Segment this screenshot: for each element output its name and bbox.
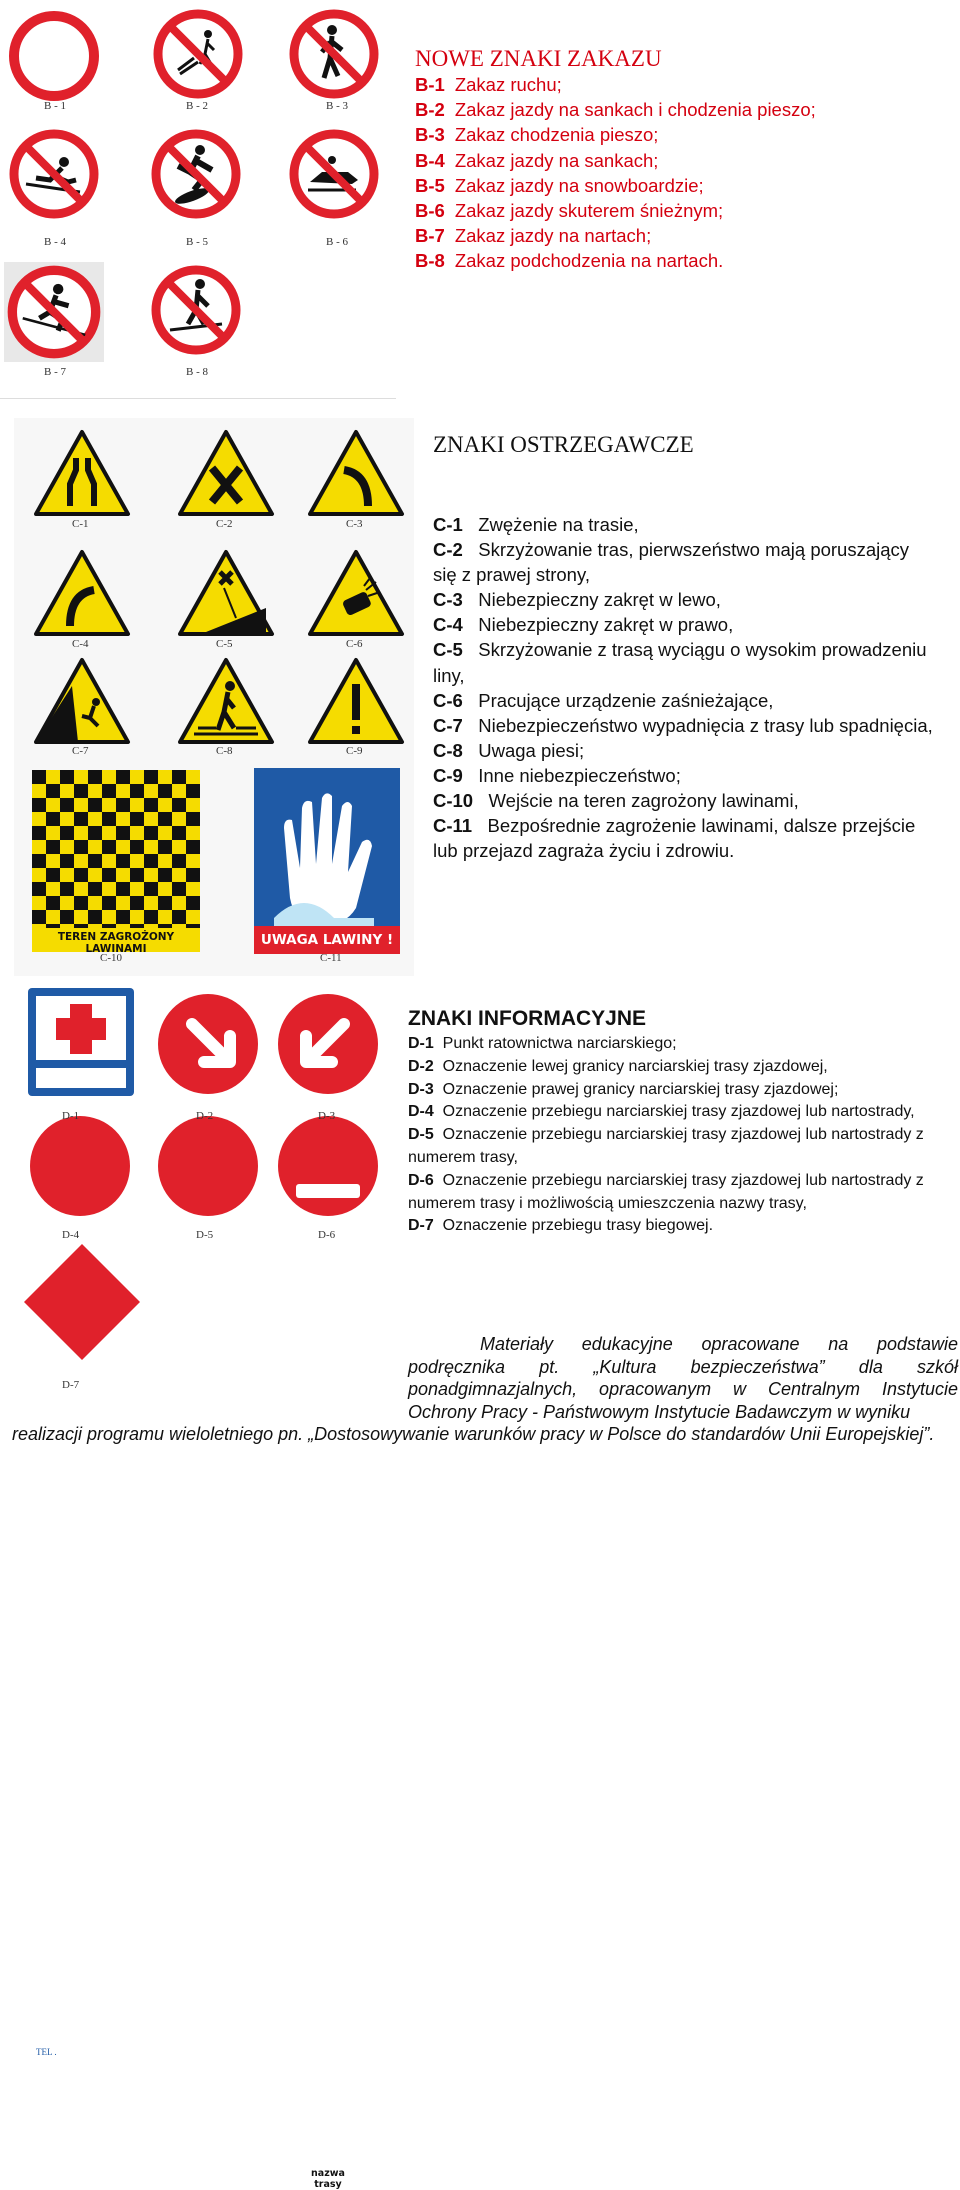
caption-d2: D-2 <box>196 1110 214 1122</box>
caption-c11: C-11 <box>320 952 342 964</box>
d6-route-name-label: nazwa trasy <box>311 2168 345 2190</box>
sign-c5-lift-crossing <box>176 548 276 638</box>
section-d-title: ZNAKI INFORMACYJNE <box>408 1007 647 1030</box>
sign-d3-right-boundary <box>276 992 380 1096</box>
list-item: B-2 Zakaz jazdy na sankach i chodzenia pieszo; <box>415 99 816 121</box>
caption-d6: D-6 <box>318 1229 336 1241</box>
section-c-title: ZNAKI OSTRZEGAWCZE <box>433 432 694 457</box>
footer-text-a: Materiały edukacyjne opracowane na podstawie podręcznika pt. „Kultura bezpieczeństwa” dla szkół ponadgimnazjalnych, opracowanym w Centralnym Instytucie Ochrony Pracy - Państwowym Instytucie Badawczym w wyniku <box>408 1334 958 1422</box>
list-item: C-7 Niebezpieczeństwo wypadnięcia z trasy lub spadnięcia, <box>433 714 933 736</box>
list-item: B-8 Zakaz podchodzenia na nartach. <box>415 250 724 272</box>
list-item: D-2 Oznaczenie lewej granicy narciarskiej trasy zjazdowej, <box>408 1057 828 1075</box>
footer-note <box>408 1333 958 1423</box>
sign-d1-ski-rescue-point <box>28 988 134 1096</box>
section-b-list <box>415 72 816 274</box>
caption-d5: D-5 <box>196 1229 214 1241</box>
sign-c8-pedestrians <box>176 656 276 746</box>
caption-b6: B - 6 <box>326 236 348 248</box>
list-item: C-1 Zwężenie na trasie, <box>433 514 639 535</box>
list-item: D-6 Oznaczenie przebiegu narciarskiej trasy zjazdowej lub nartostrady z numerem trasy i możliwością umieszczenia nazwy trasy, <box>408 1171 924 1212</box>
list-item: C-5 Skrzyżowanie z trasą wyciągu o wysokim prowadzeniu liny, <box>433 639 927 686</box>
list-item: C-6 Pracujące urządzenie zaśnieżające, <box>433 689 774 711</box>
caption-b4: B - 4 <box>44 236 66 248</box>
list-item: D-7 Oznaczenie przebiegu trasy biegowej. <box>408 1217 714 1235</box>
list-item: C-4 Niebezpieczny zakręt w prawo, <box>433 614 734 636</box>
sign-d7-cross-country-trail <box>20 1240 144 1364</box>
section-d-signs <box>20 980 390 2190</box>
caption-c5: C-5 <box>216 638 233 650</box>
d6-route-number: 22 <box>298 2120 358 2169</box>
section-b-signs <box>0 0 400 390</box>
sign-c1-narrowing <box>32 428 132 518</box>
list-item: B-6 Zakaz jazdy skuterem śnieżnym; <box>415 200 724 222</box>
list-item: B-7 Zakaz jazdy na nartach; <box>415 225 652 247</box>
caption-c2: C-2 <box>216 518 233 530</box>
sign-b6-no-snowmobile <box>286 126 382 222</box>
list-item: B-1 Zakaz ruchu; <box>415 74 562 95</box>
list-item: C-3 Niebezpieczny zakręt w lewo, <box>433 589 721 611</box>
caption-d4: D-4 <box>62 1229 80 1241</box>
caption-c7: C-7 <box>72 745 89 757</box>
sign-c7-fall-risk <box>32 656 132 746</box>
caption-b1: B - 1 <box>44 100 66 112</box>
sign-b8-no-ski-climbing <box>148 262 244 358</box>
section-d-list <box>408 1033 948 1238</box>
caption-b2: B - 2 <box>186 100 208 112</box>
caption-c8: C-8 <box>216 745 233 757</box>
list-item: D-4 Oznaczenie przebiegu narciarskiej trasy zjazdowej lub nartostrady, <box>408 1103 915 1121</box>
section-c-signs <box>14 418 414 976</box>
sign-c10-avalanche-zone <box>32 770 200 952</box>
footer-note-continued: realizacji programu wieloletniego pn. „Dostosowywanie warunków pracy w Polsce do standardów Unii Europejskiej”. <box>12 1424 935 1444</box>
list-item: C-2 Skrzyżowanie tras, pierwszeństwo mają poruszający się z prawej strony, <box>433 539 910 586</box>
sign-c3-curve-left <box>306 428 406 518</box>
list-item: C-11 Bezpośrednie zagrożenie lawinami, dalsze przejście lub przejazd zagraża życiu i zdrowiu. <box>433 815 916 862</box>
sign-c6-snowmaking <box>306 548 406 638</box>
divider <box>0 398 396 399</box>
list-item: B-4 Zakaz jazdy na sankach; <box>415 149 659 171</box>
list-item: B-3 Zakaz chodzenia pieszo; <box>415 124 659 146</box>
c11-sign-label: UWAGA LAWINY ! <box>260 932 394 948</box>
d1-tel-label: TEL . <box>36 2047 57 2057</box>
caption-c1: C-1 <box>72 518 89 530</box>
list-item: D-3 Oznaczenie prawej granicy narciarskiej trasy zjazdowej; <box>408 1080 839 1098</box>
d5-route-number: 2 <box>185 2108 231 2182</box>
list-item: D-1 Punkt ratownictwa narciarskiego; <box>408 1035 677 1052</box>
list-item: D-5 Oznaczenie przebiegu narciarskiej trasy zjazdowej lub nartostrady z numerem trasy, <box>408 1126 924 1166</box>
list-item: C-8 Uwaga piesi; <box>433 739 585 761</box>
list-item: B-5 Zakaz jazdy na snowboardzie; <box>415 174 704 196</box>
caption-b7: B - 7 <box>44 366 66 378</box>
caption-b3: B - 3 <box>326 100 348 112</box>
sign-b1-no-traffic <box>6 8 102 104</box>
c10-sign-label: TEREN ZAGROŻONY LAWINAMI <box>57 931 175 955</box>
caption-b8: B - 8 <box>186 366 208 378</box>
caption-d3: D-3 <box>318 1110 336 1122</box>
caption-b5: B - 5 <box>186 236 208 248</box>
caption-c4: C-4 <box>72 638 89 650</box>
sign-b4-no-sledge <box>6 126 102 222</box>
sign-b7-no-skiing <box>4 262 104 362</box>
sign-b5-no-snowboard <box>148 126 244 222</box>
sign-d6-route-name <box>276 1114 380 1218</box>
caption-c9: C-9 <box>346 745 363 757</box>
caption-d7: D-7 <box>62 1379 80 1391</box>
sign-c4-curve-right <box>32 548 132 638</box>
sign-d4-route-marker <box>28 1114 132 1218</box>
sign-d5-route-number <box>156 1114 260 1218</box>
sign-b3-no-walking <box>286 6 382 102</box>
sign-b2-no-sledge-no-walk <box>150 6 246 102</box>
caption-c3: C-3 <box>346 518 363 530</box>
sign-c2-crossing <box>176 428 276 518</box>
sign-d2-left-boundary <box>156 992 260 1096</box>
sign-c11-avalanche-warning <box>254 768 400 954</box>
list-item: C-10 Wejście na teren zagrożony lawinami, <box>433 790 799 812</box>
caption-d1: D-1 <box>62 1110 80 1122</box>
list-item: C-9 Inne niebezpieczeństwo; <box>433 764 681 786</box>
caption-c10: C-10 <box>100 952 122 964</box>
sign-c9-other-danger <box>306 656 406 746</box>
section-c-list <box>433 512 933 863</box>
section-b-title: NOWE ZNAKI ZAKAZU <box>415 46 662 71</box>
caption-c6: C-6 <box>346 638 363 650</box>
